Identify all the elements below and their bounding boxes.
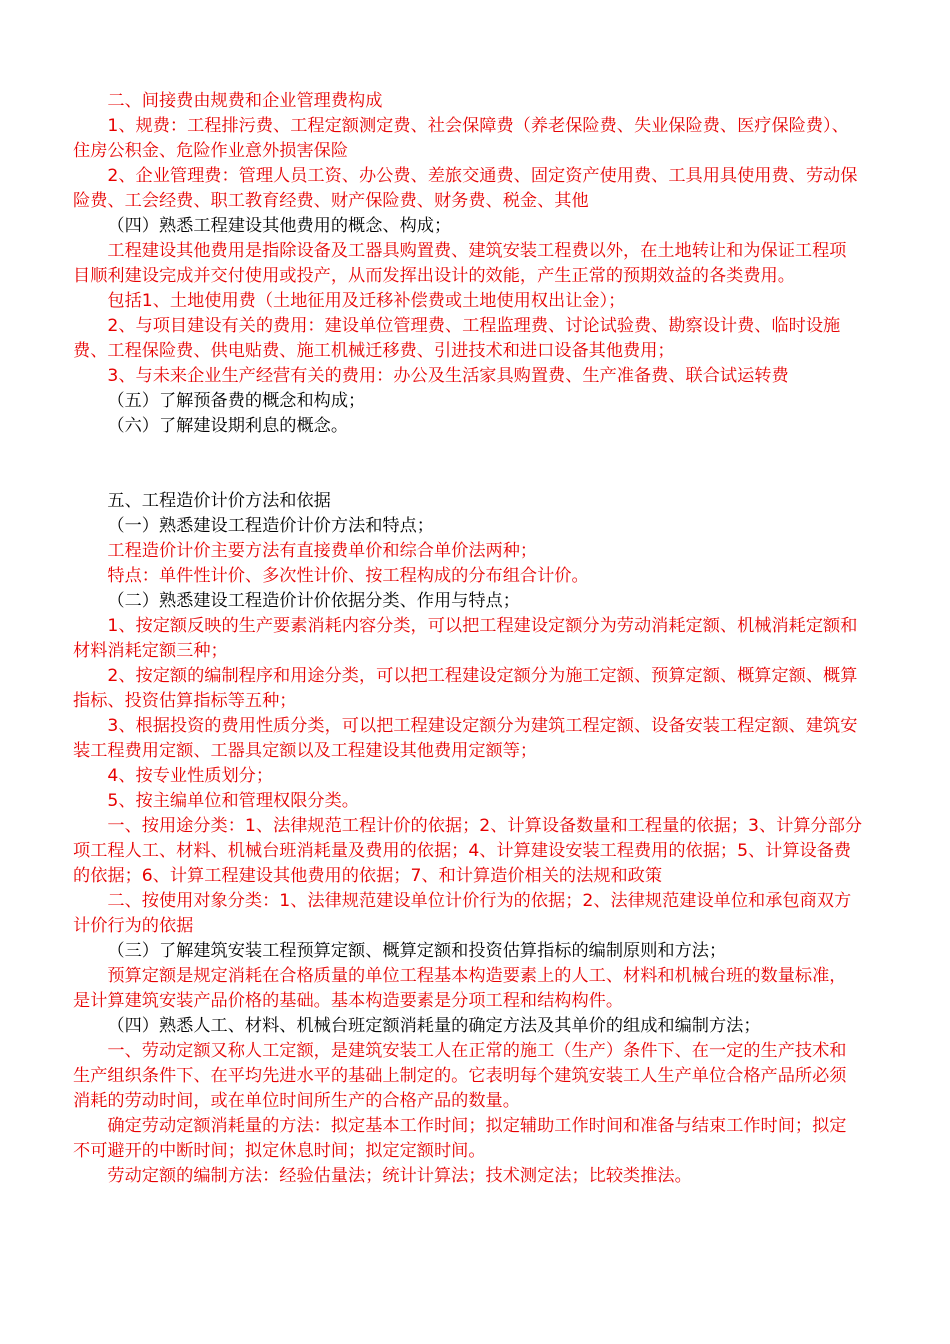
item-heading: （三）了解建筑安装工程预算定额、概算定额和投资估算指标的编制原则和方法； xyxy=(107,941,727,961)
paragraph: 1、按定额反映的生产要素消耗内容分类，可以把工程建设定额分为劳动消耗定额、机械消耗定额和材料消耗定额三种； xyxy=(73,616,858,661)
paragraph: 2、与项目建设有关的费用：建设单位管理费、工程监理费、讨论试验费、勘察设计费、临时设施费、工程保险费、供电贴费、施工机械迁移费、引进技术和进口设备其他费用； xyxy=(73,316,841,361)
paragraph: 劳动定额的编制方法：经验估量法；统计计算法；技术测定法；比较类推法。 xyxy=(107,1166,692,1186)
item-heading: （四）熟悉人工、材料、机械台班定额消耗量的确定方法及其单价的组成和编制方法； xyxy=(107,1016,761,1036)
section-heading: 二、间接费由规费和企业管理费构成 xyxy=(107,91,383,111)
paragraph: 2、按定额的编制程序和用途分类，可以把工程建设定额分为施工定额、预算定额、概算定额、概算指标、投资估算指标等五种； xyxy=(73,666,858,711)
paragraph: 确定劳动定额消耗量的方法：拟定基本工作时间；拟定辅助工作时间和准备与结束工作时间；拟定不可避开的中断时间；拟定休息时间；拟定定额时间。 xyxy=(73,1116,847,1161)
paragraph: 预算定额是规定消耗在合格质量的单位工程基本构造要素上的人工、材料和机械台班的数量标准，是计算建筑安装产品价格的基础。基本构造要素是分项工程和结构构件。 xyxy=(73,966,847,1011)
item-heading: （四）熟悉工程建设其他费用的概念、构成； xyxy=(107,216,452,236)
paragraph: 3、根据投资的费用性质分类，可以把工程建设定额分为建筑工程定额、设备安装工程定额、建筑安装工程费用定额、工器具定额以及工程建设其他费用定额等； xyxy=(73,716,858,761)
document-page xyxy=(73,89,863,1189)
section-heading: 五、工程造价计价方法和依据 xyxy=(107,491,331,511)
paragraph: 工程造价计价主要方法有直接费单价和综合单价法两种； xyxy=(107,541,538,561)
paragraph: 1、规费：工程排污费、工程定额测定费、社会保障费（养老保险费、失业保险费、医疗保险费）、住房公积金、危险作业意外损害保险 xyxy=(73,116,849,161)
item-heading: （二）熟悉建设工程造价计价依据分类、作用与特点； xyxy=(107,591,520,611)
paragraph: 包括1、土地使用费（土地征用及迁移补偿费或土地使用权出让金）； xyxy=(107,291,626,311)
paragraph: 一、劳动定额又称人工定额，是建筑安装工人在正常的施工（生产）条件下、在一定的生产技术和生产组织条件下、在平均先进水平的基础上制定的。它表明每个建筑安装工人生产单位合格产品所必须消耗的劳动时间，或在单位时间所生产的合格产品的数量。 xyxy=(73,1041,847,1111)
item-heading: （六）了解建设期利息的概念。 xyxy=(107,416,349,436)
paragraph: 一、按用途分类：1、法律规范工程计价的依据；2、计算设备数量和工程量的依据；3、计算分部分项工程人工、材料、机械台班消耗量及费用的依据；4、计算建设安装工程费用的依据；5、计算设备费的依据；6、计算工程建设其他费用的依据；7、和计算造价相关的法规和政策 xyxy=(73,816,863,886)
paragraph: 4、按专业性质划分； xyxy=(107,766,274,786)
paragraph: 5、按主编单位和管理权限分类。 xyxy=(107,791,359,811)
item-heading: （五）了解预备费的概念和构成； xyxy=(107,391,366,411)
paragraph: 特点：单件性计价、多次性计价、按工程构成的分布组合计价。 xyxy=(107,566,589,586)
paragraph: 二、按使用对象分类：1、法律规范建设单位计价行为的依据；2、法律规范建设单位和承包商双方计价行为的依据 xyxy=(73,891,852,936)
section-spacer xyxy=(73,439,863,489)
paragraph: 3、与未来企业生产经营有关的费用：办公及生活家具购置费、生产准备费、联合试运转费 xyxy=(107,366,789,386)
paragraph: 2、企业管理费：管理人员工资、办公费、差旅交通费、固定资产使用费、工具用具使用费、劳动保险费、工会经费、职工教育经费、财产保险费、财务费、税金、其他 xyxy=(73,166,858,211)
paragraph: 工程建设其他费用是指除设备及工器具购置费、建筑安装工程费以外，在土地转让和为保证工程项目顺利建设完成并交付使用或投产，从而发挥出设计的效能，产生正常的预期效益的各类费用。 xyxy=(73,241,847,286)
item-heading: （一）熟悉建设工程造价计价方法和特点； xyxy=(107,516,434,536)
